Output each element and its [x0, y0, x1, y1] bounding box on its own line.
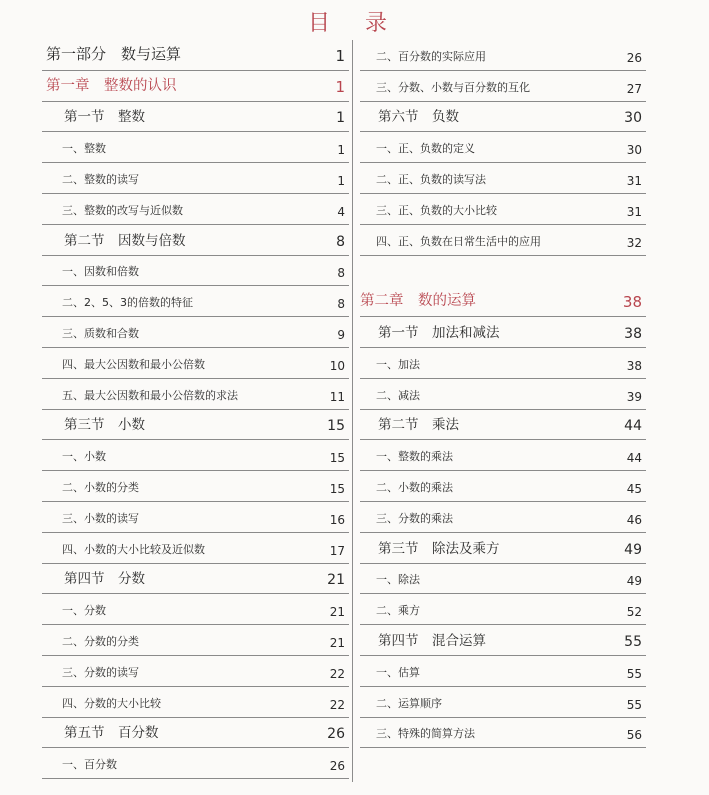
toc-entry-item: [42, 533, 349, 564]
column-divider: [352, 40, 353, 782]
toc-entry-page: 44: [626, 451, 642, 466]
toc-entry-page: 15: [327, 418, 345, 435]
toc-entry-sec: [42, 225, 349, 256]
toc-entry-label: 第三节 小数: [64, 417, 145, 434]
toc-entry-label: 第二章 数的运算: [360, 293, 476, 310]
toc-entry-page: 21: [327, 572, 345, 589]
toc-entry-label: 第六节 负数: [378, 109, 459, 126]
toc-entry-item: [42, 194, 349, 225]
toc-entry-page: 1: [337, 173, 345, 188]
toc-entry-sec: [360, 410, 646, 441]
toc-entry-label: 第一节 加法和减法: [378, 324, 500, 341]
toc-entry-item: [360, 225, 646, 256]
toc-entry-page: 27: [626, 81, 642, 96]
toc-entry-page: 21: [329, 605, 345, 620]
toc-entry-label: 三、小数的读写: [62, 511, 139, 525]
toc-entry-label: 二、整数的读写: [62, 172, 139, 186]
toc-entry-page: 10: [329, 358, 345, 373]
toc-entry-label: 二、分数的分类: [62, 634, 139, 648]
toc-entry-label: 一、小数: [62, 450, 106, 464]
toc-entry-label: 二、正、负数的读写法: [376, 172, 486, 186]
toc-entry-page: 30: [624, 110, 642, 127]
toc-entry-page: 55: [626, 697, 642, 712]
toc-entry-label: 第一节 整数: [64, 109, 145, 126]
toc-entry-page: 46: [626, 512, 642, 527]
toc-entry-label: 一、百分数: [62, 758, 117, 772]
toc-entry-page: 8: [337, 266, 345, 281]
toc-entry-label: 二、小数的乘法: [376, 480, 453, 494]
toc-entry-item: [42, 748, 349, 779]
toc-entry-label: 二、百分数的实际应用: [376, 49, 486, 63]
toc-entry-page: 38: [626, 358, 642, 373]
toc-entry-page: 1: [335, 77, 345, 96]
toc-entry-item: [360, 379, 646, 410]
toc-entry-item: [360, 348, 646, 379]
toc-entry-label: 一、估算: [376, 665, 420, 679]
toc-entry-item: [42, 348, 349, 379]
toc-entry-label: 第五节 百分数: [64, 725, 159, 742]
toc-entry-page: 26: [329, 759, 345, 774]
toc-entry-label: 三、分数、小数与百分数的互化: [376, 80, 530, 94]
toc-entry-page: 22: [329, 666, 345, 681]
toc-entry-item: [360, 71, 646, 102]
toc-entry-item: [42, 687, 349, 718]
toc-entry-sec: [42, 718, 349, 749]
toc-entry-label: 三、质数和合数: [62, 326, 139, 340]
toc-entry-label: 第一部分 数与运算: [46, 44, 182, 63]
toc-entry-label: 四、分数的大小比较: [62, 696, 161, 710]
toc-entry-label: 第二节 乘法: [378, 417, 459, 434]
toc-entry-item: [360, 502, 646, 533]
toc-entry-chap: [42, 71, 349, 102]
toc-entry-label: 三、分数的乘法: [376, 511, 453, 525]
toc-entry-label: 第四节 混合运算: [378, 632, 486, 649]
toc-entry-page: 8: [337, 297, 345, 312]
toc-entry-label: 三、正、负数的大小比较: [376, 203, 497, 217]
toc-entry-page: 38: [624, 325, 642, 342]
toc-entry-page: 22: [329, 697, 345, 712]
toc-entry-sec: [360, 533, 646, 564]
toc-entry-item: [42, 594, 349, 625]
toc-entry-item: [360, 194, 646, 225]
toc-entry-label: 一、加法: [376, 357, 420, 371]
toc-entry-label: 第二节 因数与倍数: [64, 232, 186, 249]
page-title: 目 录: [308, 11, 401, 36]
toc-entry-page: 11: [329, 389, 345, 404]
toc-entry-page: 55: [626, 666, 642, 681]
toc-entry-item: [360, 687, 646, 718]
toc-entry-page: 44: [624, 418, 642, 435]
toc-entry-item: [42, 317, 349, 348]
toc-entry-chap: [360, 286, 646, 317]
toc-entry-label: 一、整数: [62, 142, 106, 156]
toc-right-column: [360, 40, 646, 780]
toc-entry-item: [42, 471, 349, 502]
toc-entry-item: [42, 256, 349, 287]
toc-entry-label: 四、小数的大小比较及近似数: [62, 542, 205, 556]
toc-entry-label: 一、分数: [62, 604, 106, 618]
toc-entry-page: 56: [626, 728, 642, 743]
toc-entry-page: 39: [626, 389, 642, 404]
toc-entry-page: 32: [626, 235, 642, 250]
toc-entry-item: [360, 656, 646, 687]
toc-entry-page: 1: [336, 110, 345, 127]
toc-entry-page: 49: [624, 541, 642, 558]
toc-entry-part: [42, 40, 349, 71]
toc-entry-item: [42, 440, 349, 471]
toc-entry-item: [42, 656, 349, 687]
toc-entry-page: 52: [626, 605, 642, 620]
toc-entry-item: [42, 132, 349, 163]
toc-entry-page: 9: [337, 327, 345, 342]
toc-entry-item: [360, 471, 646, 502]
toc-entry-item: [42, 163, 349, 194]
toc-entry-sec: [42, 102, 349, 133]
toc-entry-sec: [42, 410, 349, 441]
toc-entry-page: 1: [337, 143, 345, 158]
toc-entry-label: 二、小数的分类: [62, 480, 139, 494]
toc-entry-page: 21: [329, 635, 345, 650]
toc-entry-page: 26: [626, 50, 642, 65]
toc-entry-label: 五、最大公因数和最小公倍数的求法: [62, 388, 238, 402]
toc-entry-label: 一、因数和倍数: [62, 265, 139, 279]
toc-entry-label: 四、正、负数在日常生活中的应用: [376, 234, 541, 248]
toc-entry-page: 16: [329, 512, 345, 527]
toc-entry-page: 4: [337, 204, 345, 219]
toc-entry-item: [360, 594, 646, 625]
toc-entry-label: 四、最大公因数和最小公倍数: [62, 357, 205, 371]
toc-entry-sec: [360, 625, 646, 656]
toc-entry-label: 一、除法: [376, 573, 420, 587]
toc-entry-label: 三、整数的改写与近似数: [62, 203, 183, 217]
toc-entry-page: 55: [624, 633, 642, 650]
toc-entry-label: 一、正、负数的定义: [376, 142, 475, 156]
toc-entry-page: 30: [626, 143, 642, 158]
toc-entry-sec: [360, 102, 646, 133]
toc-entry-page: 45: [626, 481, 642, 496]
toc-entry-page: 15: [329, 481, 345, 496]
toc-entry-page: 31: [626, 173, 642, 188]
toc-entry-item: [360, 132, 646, 163]
toc-entry-label: 二、2、5、3的倍数的特征: [62, 296, 193, 310]
toc-entry-sec: [42, 564, 349, 595]
toc-entry-page: 8: [336, 233, 345, 250]
toc-entry-page: 17: [329, 543, 345, 558]
toc-entry-label: 三、特殊的简算方法: [376, 727, 475, 741]
toc-entry-label: 一、整数的乘法: [376, 450, 453, 464]
toc-entry-item: [360, 163, 646, 194]
toc-entry-label: 二、运算顺序: [376, 696, 442, 710]
toc-entry-page: 1: [335, 46, 345, 65]
toc-entry-item: [360, 564, 646, 595]
toc-entry-sec: [360, 317, 646, 348]
toc-entry-label: 二、减法: [376, 388, 420, 402]
toc-entry-page: 49: [626, 574, 642, 589]
toc-entry-item: [360, 440, 646, 471]
toc-entry-item: [42, 625, 349, 656]
toc-entry-item: [42, 286, 349, 317]
toc-entry-item: [42, 379, 349, 410]
toc-entry-item: [360, 40, 646, 71]
toc-entry-page: 38: [622, 293, 642, 312]
toc-entry-item: [360, 718, 646, 749]
toc-entry-page: 15: [329, 451, 345, 466]
toc-entry-label: 第四节 分数: [64, 571, 145, 588]
toc-left-column: [42, 40, 349, 780]
toc-entry-label: 第一章 整数的认识: [46, 77, 177, 94]
toc-entry-label: 三、分数的读写: [62, 665, 139, 679]
toc-entry-page: 31: [626, 204, 642, 219]
toc-spacer: [360, 256, 646, 286]
toc-entry-item: [42, 502, 349, 533]
toc-entry-label: 第三节 除法及乘方: [378, 540, 500, 557]
toc-entry-page: 26: [327, 726, 345, 743]
toc-entry-label: 二、乘方: [376, 604, 420, 618]
